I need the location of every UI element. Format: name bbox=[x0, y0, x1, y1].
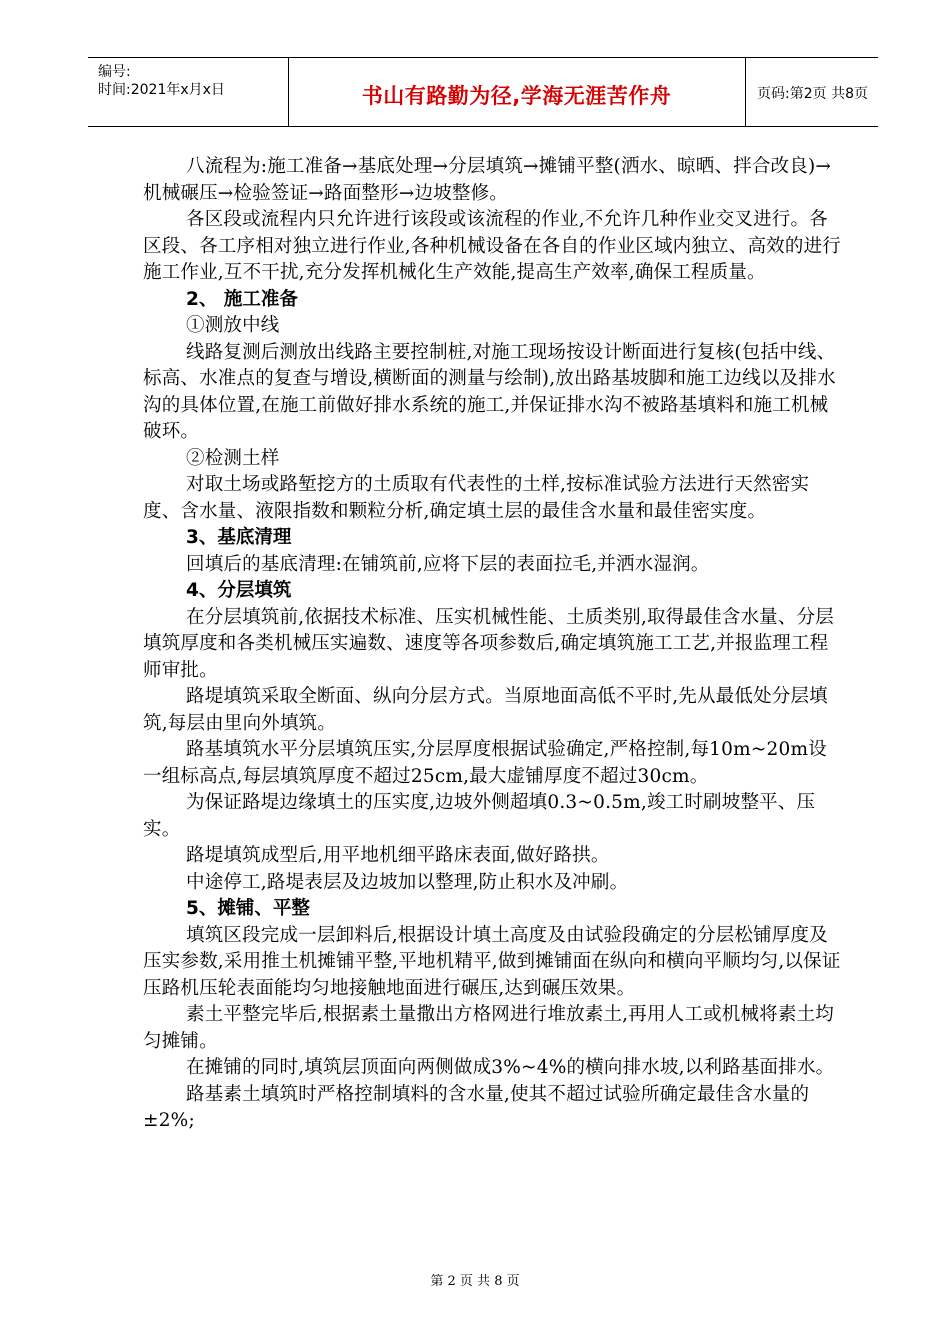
section-heading: 3、基底清理 bbox=[186, 527, 292, 548]
header-page-number: 页码:第2页 共8页 bbox=[757, 86, 868, 102]
body-paragraph: 为保证路堤边缘填土的压实度,边坡外侧超填0.3~0.5m,竣工时刷坡整平、压实。 bbox=[143, 792, 816, 840]
section-heading: 4、分层填筑 bbox=[186, 580, 292, 601]
body-paragraph: 各区段或流程内只允许进行该段或该流程的作业,不允许几种作业交叉进行。各区段、各工序相对独立进行作业,各种机械设备在各自的作业区域内独立、高效的进行施工作业,互不干扰,充分发挥机械化生产效能,提高生产效率,确保工程质量。 bbox=[143, 209, 841, 283]
body-paragraph: 在摊铺的同时,填筑层顶面向两侧做成3%~4%的横向排水坡,以利路基面排水。 bbox=[186, 1057, 835, 1078]
body-paragraph: 在分层填筑前,依据技术标准、压实机械性能、土质类别,取得最佳含水量、分层填筑厚度和各类机械压实遍数、速度等各项参数后,确定填筑施工工艺,并报监理工程师审批。 bbox=[143, 606, 834, 681]
body-paragraph: 回填后的基底清理:在铺筑前,应将下层的表面拉毛,并洒水湿润。 bbox=[186, 553, 710, 575]
body-paragraph: 路堤填筑采取全断面、纵向分层方式。当原地面高低不平时,先从最低处分层填筑,每层由里向外填筑。 bbox=[143, 686, 828, 734]
document-body bbox=[143, 154, 843, 1135]
body-paragraph: 素土平整完毕后,根据素土量撒出方格网进行堆放素土,再用人工或机械将素土均匀摊铺。 bbox=[143, 1004, 834, 1052]
body-paragraph: 路堤填筑成型后,用平地机细平路床表面,做好路拱。 bbox=[186, 845, 610, 866]
header-meta-cell bbox=[88, 58, 289, 126]
header-motto: 书山有路勤为径,学海无涯苦作舟 bbox=[361, 84, 672, 108]
subsection-heading: ②检测土样 bbox=[186, 447, 280, 469]
header-motto-cell bbox=[288, 58, 746, 126]
header-page-cell bbox=[745, 58, 878, 126]
body-paragraph: 路基素土填筑时严格控制填料的含水量,使其不超过试验所确定最佳含水量的±2%; bbox=[143, 1083, 810, 1131]
body-paragraph: 路基填筑水平分层填筑压实,分层厚度根据试验确定,严格控制,每10m~20m设一组标高点,每层填筑厚度不超过25cm,最大虚铺厚度不超过30cm。 bbox=[143, 739, 827, 787]
body-paragraph: 中途停工,路堤表层及边坡加以整理,防止积水及冲刷。 bbox=[186, 871, 629, 893]
body-paragraph: 填筑区段完成一层卸料后,根据设计填土高度及由试验段确定的分层松铺厚度及压实参数,采用推土机摊铺平整,平地机精平,做到摊铺面在纵向和横向平顺均匀,以保证压路机压轮表面能均匀地接触地面进行碾压,达到碾压效果。 bbox=[143, 924, 841, 999]
section-heading: 2、 施工准备 bbox=[186, 288, 298, 310]
document-number-label: 编号: bbox=[98, 64, 131, 80]
body-paragraph: 八流程为:施工准备→基底处理→分层填筑→摊铺平整(洒水、晾晒、拌合改良)→机械碾压→检验签证→路面整形→边坡整修。 bbox=[143, 156, 832, 204]
document-date-label: 时间:2021年x月x日 bbox=[98, 82, 225, 98]
body-paragraph: 对取土场或路堑挖方的土质取有代表性的土样,按标准试验方法进行天然密实度、含水量、液限指数和颗粒分析,确定填土层的最佳含水量和最佳密实度。 bbox=[143, 474, 810, 522]
page-header bbox=[88, 57, 878, 127]
section-heading: 5、摊铺、平整 bbox=[186, 898, 310, 919]
subsection-heading: ①测放中线 bbox=[186, 315, 280, 336]
body-paragraph: 线路复测后测放出线路主要控制桩,对施工现场按设计断面进行复核(包括中线、标高、水准点的复查与增设,横断面的测量与绘制),放出路基坡脚和施工边线以及排水沟的具体位置,在施工前做好排水系统的施工,并保证排水沟不被路基填料和施工机械破环。 bbox=[143, 341, 836, 442]
page-footer: 第 2 页 共 8 页 bbox=[430, 1274, 520, 1289]
